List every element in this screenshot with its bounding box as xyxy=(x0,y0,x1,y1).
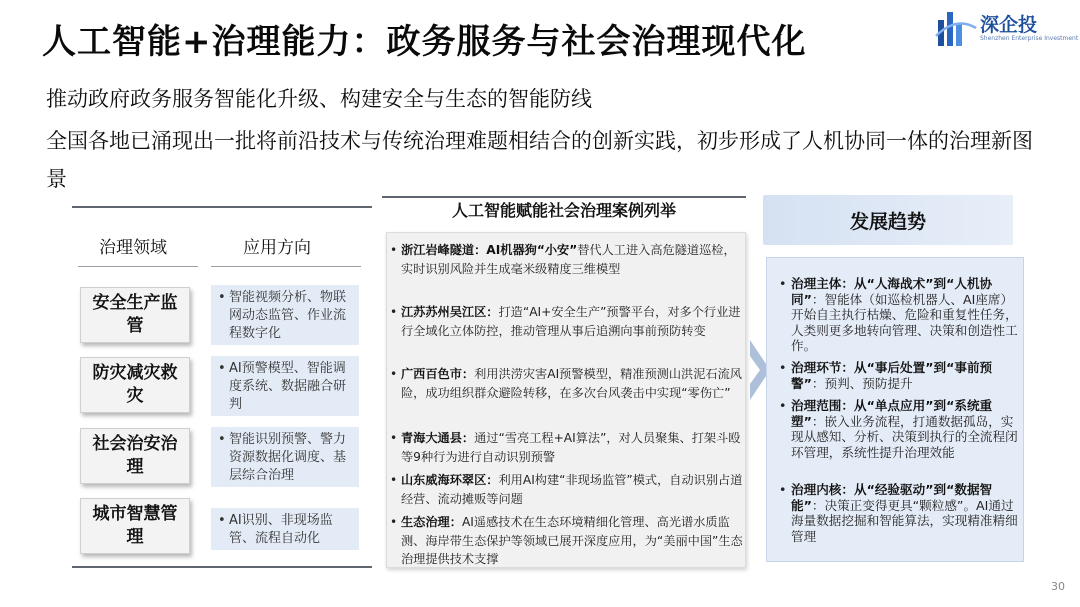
logo-subtext: Shenzhen Enterprise Investment xyxy=(980,35,1079,42)
intro-line-1: 推动政府政务服务智能化升级、构建安全与生态的智能防线 xyxy=(46,87,592,111)
page-number: 30 xyxy=(1051,580,1065,593)
trend-item-text: ：嵌入业务流程，打通数据孤岛，实现从感知、分析、决策到执行的全流程闭环管理，系统性提升治理效能 xyxy=(791,413,1018,460)
case-item: • 青海大通县：通过“雪亮工程+AI算法”，对人员聚集、打架斗殴等9种行为进行自动识别预警 xyxy=(390,431,741,464)
application-public-security: • 智能识别预警、警力资源数据化调度、基层综合治理 xyxy=(211,427,359,487)
trend-item: • 治理环节：从“事后处置”到“事前预警”：预判、预防提升 xyxy=(779,360,993,391)
case-item-label: 浙江岩峰隧道：AI机器狗“小安” xyxy=(401,243,578,257)
domain-public-security: 社会治安治理 xyxy=(80,428,190,484)
case-item: • 江苏苏州吴江区：打造“AI+安全生产”预警平台，对多个行业进行全域化立体防控，推动管理从事后追溯向事前预防转变 xyxy=(390,305,741,338)
logo-text: 深企投 xyxy=(980,14,1038,36)
case-item-label: 广西百色市： xyxy=(401,367,475,381)
application-safety-production: • 智能视频分析、物联网动态监管、作业流程数字化 xyxy=(211,285,359,345)
trend-item-text: ：智能体（如巡检机器人、AI座席）开始自主执行枯燥、危险和重复性任务，人类则更多地转向管理、决策和创造性工作。 xyxy=(791,291,1018,354)
case-item-text: 替代人工进入高危隧道巡检，实时识别风险并生成毫米级精度三维模型 xyxy=(401,243,736,276)
logo-mark-icon xyxy=(934,6,978,48)
header-underline-domain xyxy=(78,266,198,267)
case-item-label: 生态治理： xyxy=(401,515,462,529)
trend-item-label: 治理内核：从“经验驱动”到“数据智能” xyxy=(791,482,993,513)
trend-item-text: ：决策正变得更具“颗粒感”。AI通过海量数据挖掘和智能算法，实现精准精细管理 xyxy=(791,497,1018,544)
trend-item: • 治理内核：从“经验驱动”到“数据智能”：决策正变得更具“颗粒感”。AI通过海量数据挖掘和智能算法，实现精准精细管理 xyxy=(779,482,1018,544)
trend-item-label: 治理主体：从“人海战术”到“人机协同” xyxy=(791,276,993,307)
case-item-text: 利用洪涝灾害AI预警模型，精准预测山洪泥石流风险，成功组织群众避险转移，在多次台风袭击中实现“零伤亡” xyxy=(401,367,742,400)
trends-title: 发展趋势 xyxy=(763,195,1013,245)
trend-item-label: 治理范围：从“单点应用”到“系统重塑” xyxy=(791,398,993,429)
case-item-text: AI遥感技术在生态环境精细化管理、高光谱水质监测、海岸带生态保护等领域已展开深度应用，为“美丽中国”生态治理提供技术支撑 xyxy=(401,515,743,567)
trend-item-label: 治理环节：从“事后处置”到“事前预警” xyxy=(791,360,993,391)
case-item: • 广西百色市：利用洪涝灾害AI预警模型，精准预测山洪泥石流风险，成功组织群众避险转移，在多次台风袭击中实现“零伤亡” xyxy=(390,367,742,400)
case-item-label: 江苏苏州吴江区： xyxy=(401,305,499,319)
trends-panel xyxy=(766,257,1024,562)
page-title: 人工智能+治理能力：政务服务与社会治理现代化 xyxy=(42,22,807,62)
case-item: • 山东威海环翠区：利用AI构建“非现场监管”模式，自动识别占道经营、流动摊贩等问题 xyxy=(390,473,743,506)
divider-left-bottom xyxy=(72,566,372,568)
case-item-label: 青海大通县： xyxy=(401,431,475,445)
intro-line-2: 全国各地已涌现出一批将前沿技术与传统治理难题相结合的创新实践，初步形成了人机协同一体的治理新图景 xyxy=(46,129,1033,191)
application-smart-city: • AI识别、非现场监管、流程自动化 xyxy=(211,508,359,550)
case-item-text: 利用AI构建“非现场监管”模式，自动识别占道经营、流动摊贩等问题 xyxy=(401,473,743,506)
domain-column-header: 治理领域 xyxy=(99,238,167,258)
application-disaster-relief: • AI预警模型、智能调度系统、数据融合研判 xyxy=(211,356,359,416)
case-item-label: 山东威海环翠区： xyxy=(401,473,499,487)
trend-item: • 治理主体：从“人海战术”到“人机协同”：智能体（如巡检机器人、AI座席）开始自主执行枯燥、危险和重复性任务，人类则更多地转向管理、决策和创造性工作。 xyxy=(779,276,1018,354)
case-item-text: 通过“雪亮工程+AI算法”，对人员聚集、打架斗殴等9种行为进行自动识别预警 xyxy=(401,431,741,464)
trend-item: • 治理范围：从“单点应用”到“系统重塑”：嵌入业务流程，打通数据孤岛，实现从感知、分析、决策到执行的全流程闭环管理，系统性提升治理效能 xyxy=(779,398,1018,460)
domain-disaster-relief: 防灾减灾救灾 xyxy=(80,357,190,413)
application-column-header: 应用方向 xyxy=(243,238,311,258)
trend-item-text: ：预判、预防提升 xyxy=(811,375,913,391)
case-item-text: 打造“AI+安全生产”预警平台，对多个行业进行全域化立体防控，推动管理从事后追溯向事前预防转变 xyxy=(401,305,741,338)
header-underline-app xyxy=(211,266,361,267)
case-item: • 浙江岩峰隧道：AI机器狗“小安”替代人工进入高危隧道巡检，实时识别风险并生成毫米级精度三维模型 xyxy=(390,243,736,276)
domain-smart-city: 城市智慧管理 xyxy=(80,498,190,554)
domain-safety-production: 安全生产监管 xyxy=(80,287,190,343)
divider-left xyxy=(72,206,372,208)
case-item: • 生态治理：AI遥感技术在生态环境精细化管理、高光谱水质监测、海岸带生态保护等领域已展开深度应用，为“美丽中国”生态治理提供技术支撑 xyxy=(390,515,743,567)
company-logo xyxy=(934,6,1079,48)
cases-panel xyxy=(386,232,746,568)
cases-title: 人工智能赋能社会治理案例列举 xyxy=(451,201,676,220)
